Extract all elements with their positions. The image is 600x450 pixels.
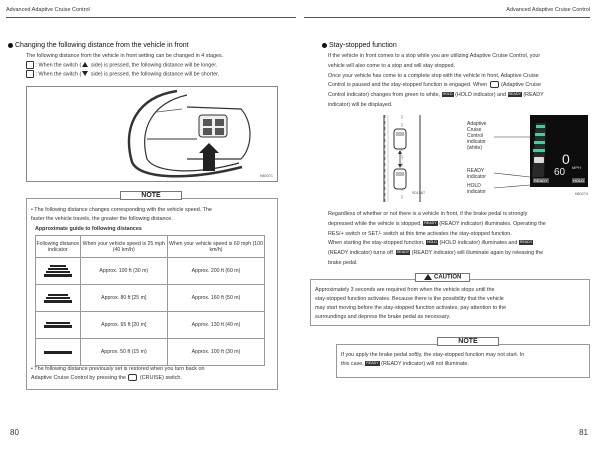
para1-line-5-text-b: (HOLD indicator) and	[455, 92, 506, 99]
ready-badge: READY	[519, 240, 533, 245]
callout-ready-indicator	[467, 168, 486, 180]
para1-line-1: If the vehicle in front comes to a stop while you are utilizing Adaptive Cruise Control, your	[328, 53, 541, 59]
note-bullet-2-text-b: (CRUISE) switch.	[139, 374, 182, 381]
para2-line-6: brake pedal.	[328, 259, 358, 266]
para1-line-6: indicator) will be displayed.	[328, 101, 393, 108]
para2-line-4-text-a: When starting the stay-stopped function,	[328, 240, 425, 247]
note-right-line-2	[341, 360, 524, 369]
caution-line: surroundings and depress the brake pedal as necessary.	[315, 314, 451, 320]
section-title-distance	[8, 42, 189, 49]
caution-line: Approximately 3 seconds are required from when the vehicle stops until the	[315, 287, 495, 293]
table-row	[36, 285, 265, 312]
hold-badge: HOLD	[427, 240, 437, 245]
distance-fast-cell: Approx. 100 ft (30 m)	[167, 339, 264, 366]
ready-badge: READY	[424, 220, 437, 225]
distance-fast-cell: Approx. 160 ft (50 m)	[167, 285, 264, 312]
note-title-right	[437, 337, 499, 346]
acc-indicator-icon	[490, 81, 499, 88]
caution-text	[315, 286, 506, 322]
para2-line-4-text-b: (HOLD indicator) illuminates and	[439, 240, 518, 247]
page-number-right: 81	[579, 428, 588, 437]
header-rule-right	[304, 17, 590, 18]
note-box-left	[26, 192, 278, 390]
note-bullet-1-line-1: • The following distance changes corresponding with the vehicle speed. The	[31, 207, 212, 213]
figure-code-left: H80071	[259, 174, 273, 178]
para1-line-4-text-b: (Adaptive Cruise	[501, 82, 541, 89]
distance-switch-icon	[26, 70, 34, 78]
callout-hold-indicator	[467, 183, 486, 195]
callout-hold-line: indicator	[467, 189, 486, 195]
table-header-60mph: When your vehicle speed is 60 mph (100 km/h)	[167, 236, 264, 258]
para1-line-2: vehicle will also come to a stop and will stay stopped.	[328, 62, 456, 69]
stay-stopped-figure	[344, 115, 588, 202]
distance-indicator-4bars	[36, 265, 80, 277]
distance-table	[35, 235, 265, 366]
distance-indicator-1bar	[36, 351, 80, 354]
page-number-left: 80	[10, 428, 19, 437]
note-right-line-1: If you apply the brake pedal softly, the stay-stopped function may not start. In	[341, 352, 525, 358]
running-head-right: Advanced Adaptive Cruise Control	[506, 7, 590, 13]
switch-down-text-b: side) is pressed, the following distance will be shorter.	[89, 71, 220, 78]
section-title-text: Changing the following distance from the vehicle in front	[15, 42, 189, 49]
para1-line-3: Once your vehicle has come to a complete stop with the vehicle in front, Adaptive Cruise	[328, 72, 539, 79]
callout-acc-line: Cruise	[467, 127, 482, 133]
right-page	[300, 0, 600, 450]
note-right-text-a: this case,	[341, 360, 364, 367]
table-row	[36, 258, 265, 285]
callout-acc-line: (white)	[467, 145, 483, 151]
caution-line: stay-stopped function activates. Because there is the possibility that the vehicle	[315, 296, 504, 302]
section-title-text: Stay-stopped function	[329, 42, 397, 49]
ready-badge: READY	[396, 250, 410, 255]
ready-badge: READY	[366, 360, 379, 365]
note-text-right	[341, 351, 524, 368]
caution-box	[310, 274, 590, 326]
section-title-stay-stopped	[322, 42, 397, 49]
callout-acc-line: Control	[467, 133, 484, 139]
note-bullet-2	[31, 365, 204, 382]
steering-wheel-illustration	[27, 87, 277, 181]
display-hold-indicator: HOLD	[573, 178, 585, 183]
para2-line-2-text-b: (READY indicator) illuminates. Operating the	[439, 220, 546, 227]
display-set-speed: 60	[554, 167, 566, 178]
indicator-cell	[36, 339, 81, 366]
para2-line-5-text-b: (READY indicator) will illuminate again by releasing the	[411, 250, 544, 257]
para2-line-1: Regardless of whether or not there is a vehicle in front, if the brake pedal is strongly	[328, 211, 528, 217]
instrument-display	[530, 115, 588, 187]
stay-stopped-para-2	[328, 210, 546, 269]
display-unit: MPH	[572, 165, 581, 170]
figure-code-road: S01587	[412, 191, 426, 195]
caution-title	[415, 273, 470, 282]
stay-stopped-para-1	[328, 52, 544, 111]
intro-line: The following distance from the vehicle in front setting can be changed in 4 stages.	[26, 53, 224, 59]
switch-up-text-a: : When the switch (	[35, 62, 82, 69]
distance-indicator-2bars	[36, 322, 80, 328]
cruise-car-icon	[128, 374, 137, 381]
note-bullet-2-line-2	[31, 374, 204, 383]
distance-indicator-3bars	[36, 294, 80, 303]
caution-title-text: CAUTION	[434, 274, 462, 281]
steering-wheel-figure	[26, 86, 278, 182]
switch-up-line	[26, 61, 223, 70]
ready-badge: READY	[508, 92, 521, 97]
table-header-row	[36, 236, 265, 258]
distance-slow-cell: Approx. 50 ft (15 m)	[80, 339, 167, 366]
table-header-indicator: Following distance indicator	[36, 236, 81, 258]
caution-line: may start moving before the stay-stopped function activates, pay attention to the	[315, 305, 507, 311]
note-bullet-1	[31, 206, 212, 223]
note-bullet-1-line-2: faster the vehicle travels, the greater the following distance.	[31, 215, 173, 222]
switch-down-line	[26, 70, 223, 79]
callout-leader-lines	[492, 115, 532, 202]
para1-line-5	[328, 91, 544, 101]
figure-code-display: H80274	[574, 192, 588, 196]
distance-slow-cell: Approx. 100 ft (30 m)	[80, 258, 167, 285]
distance-slow-cell: Approx. 65 ft [20 m]	[80, 312, 167, 339]
note-box-right	[336, 338, 590, 378]
guide-title: Approximate guide to following distances	[35, 226, 142, 232]
para2-line-2	[328, 220, 546, 230]
callout-hold-line: HOLD	[467, 183, 481, 189]
para2-line-5-text-a: (READY indicator) turns off.	[328, 250, 395, 257]
para1-line-5-text-a: Control indicator) changes from green to white,	[328, 92, 441, 99]
warning-triangle-icon	[424, 274, 432, 280]
running-head-left: Advanced Adaptive Cruise Control	[6, 7, 90, 13]
para1-line-4	[328, 81, 544, 91]
arrow-up-icon	[82, 62, 88, 67]
para1-line-4-text-a: Control is paused and the stay-stopped function is engaged. When	[328, 82, 488, 89]
para2-line-3: RES/+ switch or SET/- switch at this time activates the stay-stopped function.	[328, 230, 512, 237]
display-ready-indicator: READY	[534, 178, 548, 183]
callout-ready-line: indicator	[467, 174, 486, 180]
road-illustration	[344, 115, 454, 202]
arrow-down-icon	[82, 71, 88, 76]
section-bullet-icon	[8, 43, 13, 48]
note-title-left	[120, 191, 182, 200]
distance-fast-cell: Approx. 130 ft (40 m)	[167, 312, 264, 339]
note-right-text-b: (READY indicator) will not illuminate.	[381, 360, 469, 367]
indicator-cell	[36, 285, 81, 312]
note-title-text: NOTE	[458, 338, 478, 345]
display-distance-readout: 0	[562, 151, 570, 167]
indicator-cell	[36, 258, 81, 285]
distance-fast-cell: Approx. 200 ft (60 m)	[167, 258, 264, 285]
distance-intro	[26, 52, 223, 79]
header-rule-left	[6, 17, 296, 18]
para1-line-5-text-c: (READY	[523, 92, 544, 99]
table-header-25mph: When your vehicle speed is 25 mph (40 km/h)	[80, 236, 167, 258]
note-bullet-2-text-a: Adaptive Cruise Control by pressing the	[31, 374, 126, 381]
section-bullet-icon	[322, 43, 327, 48]
callout-acc-indicator	[467, 121, 486, 151]
distance-slow-cell: Approx. 80 ft [25 m]	[80, 285, 167, 312]
switch-down-text-a: : When the switch (	[35, 71, 82, 78]
para2-line-2-text-a: depressed while the vehicle is stopped,	[328, 220, 422, 227]
callout-acc-line: indicator	[467, 139, 486, 145]
hold-badge: HOLD	[442, 92, 453, 97]
table-row	[36, 312, 265, 339]
para2-line-5	[328, 249, 546, 259]
note-title-text: NOTE	[141, 192, 161, 199]
callout-ready-line: READY	[467, 168, 485, 174]
table-row	[36, 339, 265, 366]
switch-up-text-b: side) is pressed, the following distance will be longer.	[89, 62, 218, 69]
callout-acc-line: Adaptive	[467, 121, 487, 127]
para2-line-4	[328, 239, 546, 249]
distance-switch-icon	[26, 61, 34, 69]
note-bullet-2-line-1: • The following distance previously set is restored when you turn back on	[31, 366, 205, 372]
indicator-cell	[36, 312, 81, 339]
